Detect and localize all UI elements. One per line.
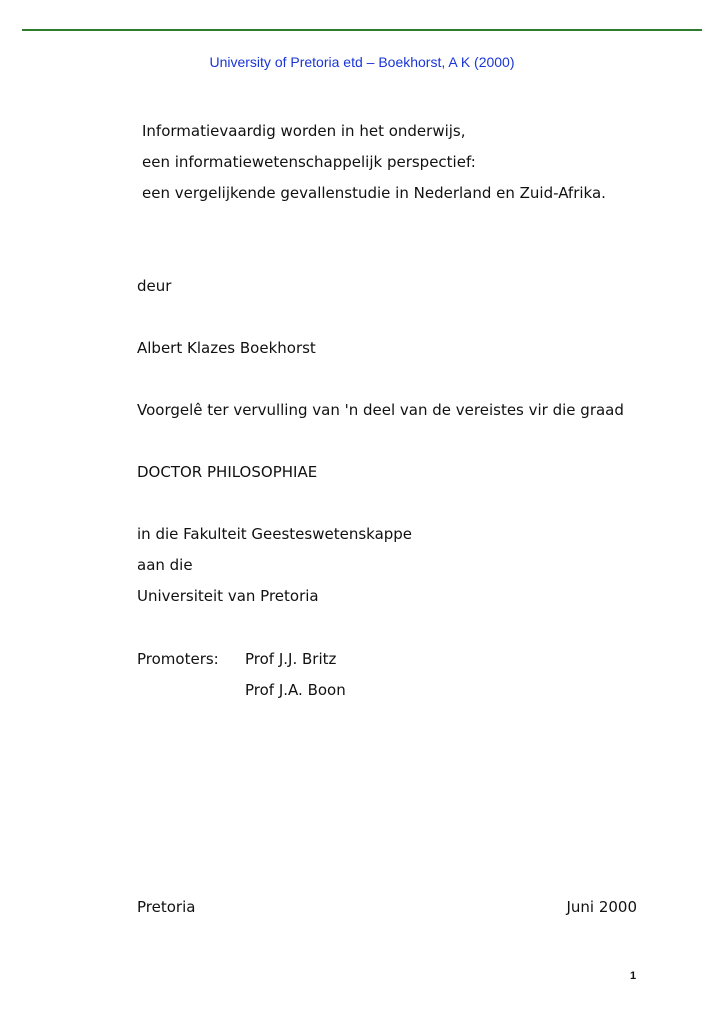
footer-date: Juni 2000 [566,898,637,916]
faculty-line-2: aan die [137,556,193,574]
footer-place: Pretoria [137,898,196,916]
faculty-line-1: in die Fakulteit Geesteswetenskappe [137,525,413,543]
author-name: Albert Klazes Boekhorst [137,339,316,357]
title-line-2: een informatiewetenschappelijk perspectief: [142,153,476,171]
promoter-1: Prof J.J. Britz [245,650,337,668]
faculty-line-3: Universiteit van Pretoria [137,587,319,605]
promoters-label: Promoters: [137,650,219,668]
header-rule [22,29,702,31]
title-line-3: een vergelijkende gevallenstudie in Nederland en Zuid-Afrika. [142,184,606,202]
header-citation: University of Pretoria etd – Boekhorst, A K (2000) [209,54,515,70]
thesis-title [142,116,606,209]
title-line-1: Informatievaardig worden in het onderwijs, [142,122,466,140]
promoter-2: Prof J.A. Boon [245,681,346,699]
page-number: 1 [630,970,637,982]
degree-title: DOCTOR PHILOSOPHIAE [137,463,318,481]
submission-statement: Voorgelê ter vervulling van 'n deel van de vereistes vir die graad [137,401,624,419]
by-label: deur [137,277,172,295]
